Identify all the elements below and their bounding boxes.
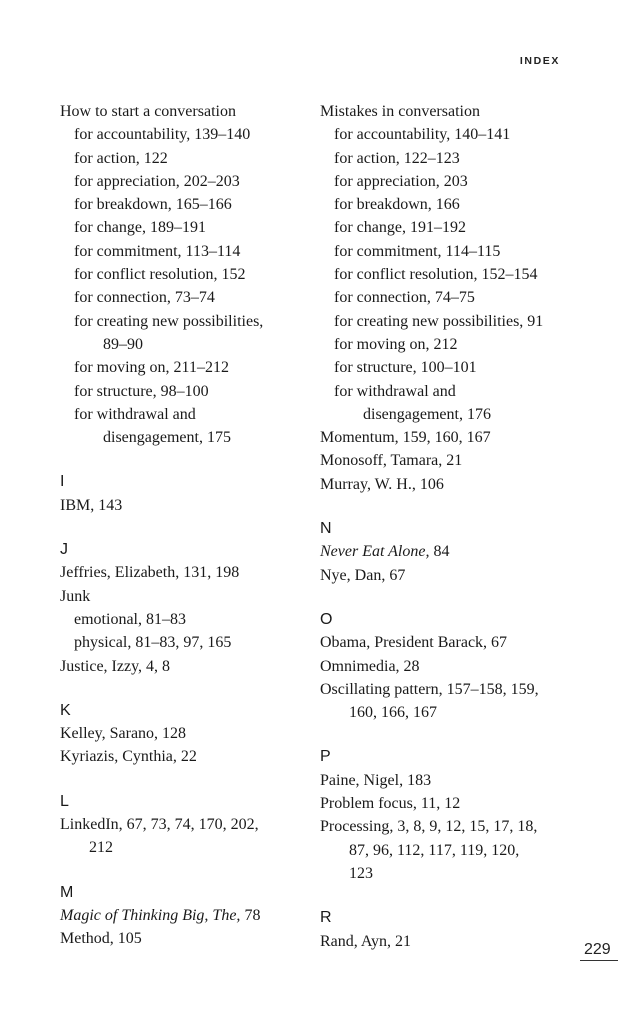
section-letter-n: N — [320, 520, 332, 538]
index-subentry: for accountability, 140–141 — [334, 126, 511, 144]
index-entry — [320, 540, 555, 563]
index-column-left — [60, 100, 295, 951]
running-head: INDEX — [519, 55, 560, 67]
index-entry: Murray, W. H., 106 — [320, 475, 444, 493]
index-subentry: for creating new possibilities, 91 — [334, 312, 544, 330]
index-entry: Paine, Nigel, 183 — [320, 771, 432, 789]
section-letter-i: I — [60, 473, 65, 491]
page-ref: 78 — [240, 906, 261, 924]
index-entry: Problem focus, 11, 12 — [320, 795, 461, 813]
index-entry-continuation: 212 — [89, 839, 113, 857]
index-subentry: for conflict resolution, 152 — [74, 266, 246, 284]
index-entry: Omnimedia, 28 — [320, 657, 420, 675]
index-subentry: for structure, 100–101 — [334, 359, 477, 377]
index-subentry: for appreciation, 203 — [334, 172, 468, 190]
index-entry: Kelley, Sarano, 128 — [60, 725, 187, 743]
index-entry: Junk — [60, 587, 91, 605]
book-title: Never Eat Alone, — [320, 543, 430, 561]
index-column-right — [320, 100, 555, 953]
index-entry: Justice, Izzy, 4, 8 — [60, 657, 171, 675]
page-ref: 84 — [429, 543, 450, 561]
index-subentry: for withdrawal and — [74, 405, 196, 423]
index-subentry: for moving on, 211–212 — [74, 359, 229, 377]
index-entry: IBM, 143 — [60, 496, 123, 514]
index-subentry: for breakdown, 166 — [334, 196, 460, 214]
index-subentry: for withdrawal and — [334, 382, 456, 400]
index-subentry: for appreciation, 202–203 — [74, 172, 240, 190]
index-subentry: for commitment, 114–115 — [334, 242, 501, 260]
index-entry-continuation: 123 — [349, 864, 373, 882]
index-subentry: for structure, 98–100 — [74, 382, 209, 400]
index-subentry: for commitment, 113–114 — [74, 242, 241, 260]
section-letter-m: M — [60, 883, 74, 901]
index-subentry: for connection, 74–75 — [334, 289, 475, 307]
section-letter-l: L — [60, 792, 69, 810]
index-entry: Processing, 3, 8, 9, 12, 15, 17, 18, — [320, 818, 538, 836]
index-entry: Momentum, 159, 160, 167 — [320, 429, 491, 447]
index-entry: Method, 105 — [60, 930, 142, 948]
index-subentry: for change, 189–191 — [74, 219, 206, 237]
index-entry-mistakes: Mistakes in conversation — [320, 103, 480, 120]
index-entry: LinkedIn, 67, 73, 74, 170, 202, — [60, 816, 259, 834]
index-subentry: for action, 122–123 — [334, 149, 460, 167]
index-subentry: for action, 122 — [74, 149, 168, 167]
index-entry: Oscillating pattern, 157–158, 159, — [320, 680, 539, 698]
section-letter-k: K — [60, 701, 71, 719]
index-entry — [60, 904, 295, 927]
section-letter-j: J — [60, 541, 68, 559]
index-subentry: for breakdown, 165–166 — [74, 196, 232, 214]
section-letter-p: P — [320, 748, 331, 766]
index-subentry-continuation: disengagement, 175 — [103, 429, 231, 447]
index-subentry: emotional, 81–83 — [74, 610, 186, 628]
index-subentry: for conflict resolution, 152–154 — [334, 266, 538, 284]
index-entry: Monosoff, Tamara, 21 — [320, 452, 463, 470]
index-subentry: physical, 81–83, 97, 165 — [74, 634, 232, 652]
index-subentry: for moving on, 212 — [334, 335, 458, 353]
index-entry: Obama, President Barack, 67 — [320, 634, 508, 652]
index-subentry: for accountability, 139–140 — [74, 126, 251, 144]
index-subentry: for change, 191–192 — [334, 219, 466, 237]
index-subentry: for connection, 73–74 — [74, 289, 215, 307]
book-title: Magic of Thinking Big, The, — [60, 906, 241, 924]
index-entry: Kyriazis, Cynthia, 22 — [60, 748, 197, 766]
section-letter-r: R — [320, 909, 332, 927]
index-entry: Jeffries, Elizabeth, 131, 198 — [60, 564, 240, 582]
page-number: 229 — [580, 940, 618, 961]
index-entry-continuation: 87, 96, 112, 117, 119, 120, — [349, 841, 520, 859]
index-entry-continuation: 160, 166, 167 — [349, 704, 437, 722]
index-entry: Nye, Dan, 67 — [320, 566, 406, 584]
index-entry: Rand, Ayn, 21 — [320, 932, 411, 950]
index-subentry: for creating new possibilities, — [74, 312, 264, 330]
section-letter-o: O — [320, 610, 333, 628]
index-entry-how-to: How to start a conversation — [60, 103, 236, 120]
index-subentry-continuation: disengagement, 176 — [363, 405, 491, 423]
index-subentry-continuation: 89–90 — [103, 335, 143, 353]
